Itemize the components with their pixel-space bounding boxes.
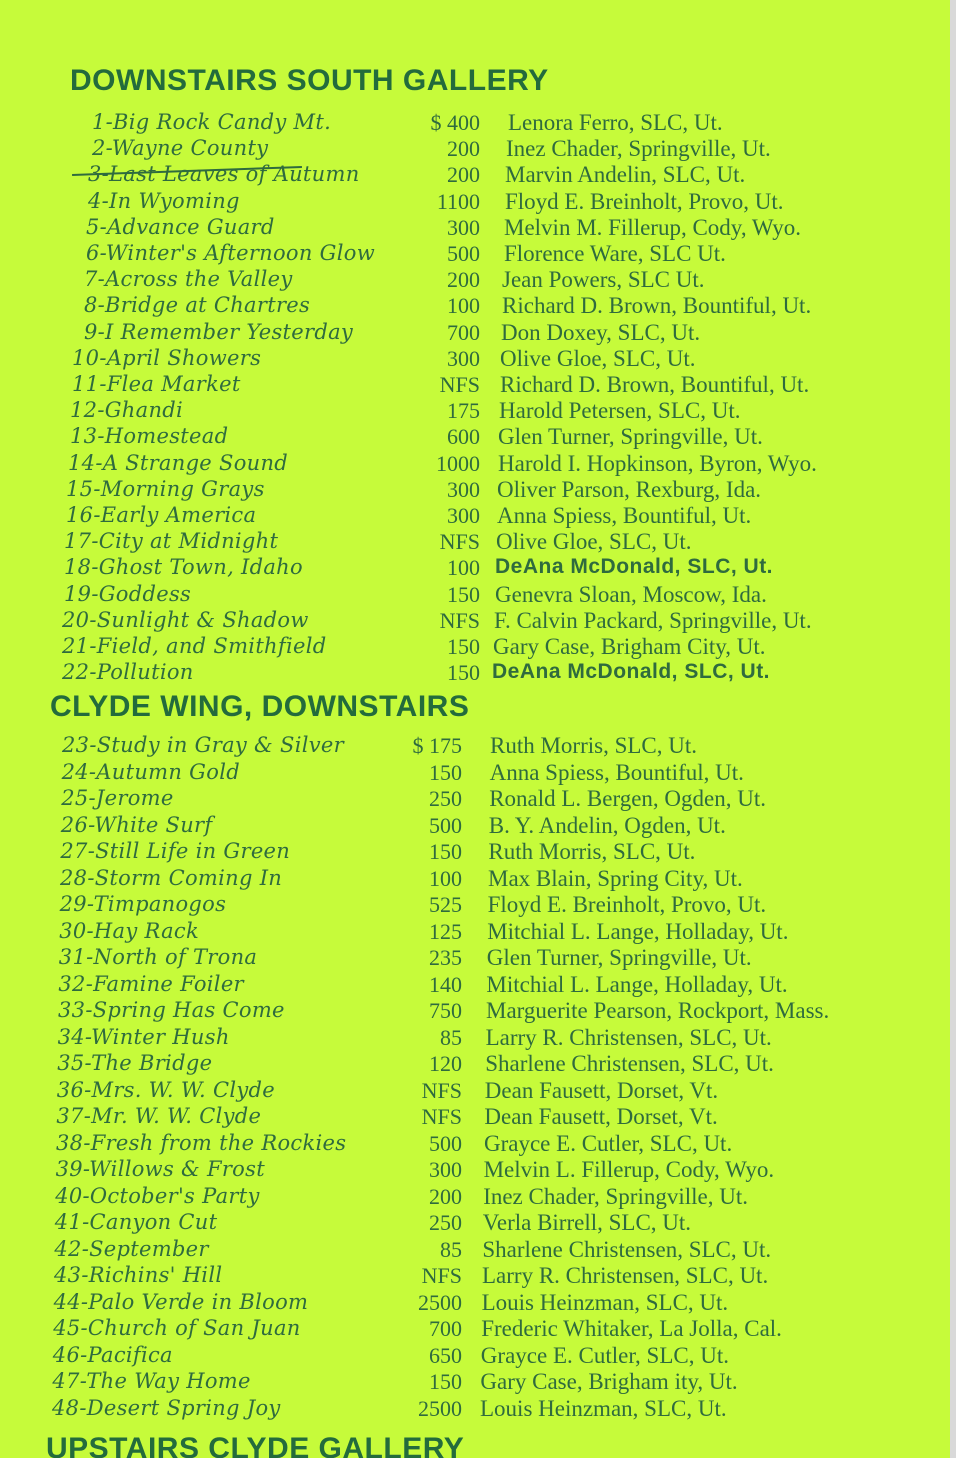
artwork-price: 700 xyxy=(447,319,480,345)
artwork-title: 6-Winter's Afternoon Glow xyxy=(86,241,375,265)
artwork-price: NFS xyxy=(421,1077,462,1103)
artwork-title: 11-Flea Market xyxy=(72,372,241,396)
catalog-entry xyxy=(0,1104,950,1130)
catalog-entry xyxy=(0,372,950,398)
catalog-entry xyxy=(0,346,950,372)
artist-name: Richard D. Brown, Bountiful, Ut. xyxy=(502,293,812,319)
artwork-price: NFS xyxy=(421,1104,462,1129)
artwork-title: 24-Autumn Gold xyxy=(61,759,240,784)
artwork-title: 39-Willows & Frost xyxy=(55,1157,265,1181)
artwork-price: 140 xyxy=(429,971,462,997)
artist-name: Larry R. Christensen, SLC, Ut. xyxy=(482,1263,769,1288)
artwork-price: 175 xyxy=(447,398,480,424)
catalog-entry xyxy=(0,215,950,241)
catalog-entry xyxy=(0,660,950,686)
catalog-entry xyxy=(0,1343,950,1369)
artwork-price: 300 xyxy=(447,503,480,528)
catalog-entry xyxy=(0,998,950,1024)
catalog-entry xyxy=(0,760,950,786)
artwork-price: $ 400 xyxy=(430,110,480,135)
catalog-entry xyxy=(0,1025,950,1051)
artwork-price: NFS xyxy=(421,1263,462,1288)
artwork-title: 9-I Remember Yesterday xyxy=(84,319,354,344)
catalog-entry xyxy=(0,1290,950,1316)
artist-name: DeAna McDonald, SLC, Ut. xyxy=(495,555,774,579)
artwork-price: 100 xyxy=(447,555,480,581)
artist-name: Louis Heinzman, SLC, Ut. xyxy=(481,1289,729,1315)
catalog-entry xyxy=(0,293,950,319)
catalog-entry xyxy=(0,529,950,555)
artwork-title: 13-Homestead xyxy=(70,424,229,449)
artist-name: Dean Fausett, Dorset, Vt. xyxy=(484,1104,718,1129)
artwork-price: 120 xyxy=(429,1051,462,1076)
artwork-title: 5-Advance Guard xyxy=(86,214,275,239)
section-heading: DOWNSTAIRS SOUTH GALLERY xyxy=(70,64,549,97)
catalog-entry xyxy=(0,267,950,293)
artwork-price: 150 xyxy=(447,634,480,659)
artwork-price: 150 xyxy=(429,839,462,864)
artwork-title: 10-April Showers xyxy=(72,345,262,370)
artwork-title: 21-Field, and Smithfield xyxy=(62,634,327,658)
artwork-price: 125 xyxy=(429,918,462,944)
artist-name: Dean Fausett, Dorset, Vt. xyxy=(484,1077,719,1103)
catalog-entry xyxy=(0,972,950,998)
artwork-title: 26-White Surf xyxy=(60,812,213,837)
artist-name: Marvin Andelin, SLC, Ut. xyxy=(505,162,746,188)
catalog-entry xyxy=(0,1210,950,1236)
artwork-title: 3-Last Leaves of Autumn xyxy=(88,162,360,187)
artwork-price: 200 xyxy=(447,136,480,162)
artwork-price: 500 xyxy=(429,812,462,838)
artist-name: Ruth Morris, SLC, Ut. xyxy=(490,733,698,758)
artwork-price: 700 xyxy=(429,1316,462,1341)
artist-name: Harold I. Hopkinson, Byron, Wyo. xyxy=(498,450,817,476)
catalog-entry xyxy=(0,136,950,162)
artwork-title: 44-Palo Verde in Bloom xyxy=(53,1289,309,1314)
artwork-price: 200 xyxy=(447,162,480,188)
catalog-entry xyxy=(0,189,950,215)
catalog-entry xyxy=(0,451,950,477)
catalog-entry xyxy=(0,110,950,136)
artist-name: Mitchial L. Lange, Holladay, Ut. xyxy=(486,971,788,997)
artwork-price: 150 xyxy=(447,581,480,607)
catalog-entry xyxy=(0,945,950,971)
artwork-title: 28-Storm Coming In xyxy=(60,865,283,890)
artwork-title: 42-September xyxy=(54,1236,209,1261)
artwork-title: 41-Canyon Cut xyxy=(54,1210,218,1234)
catalog-entry xyxy=(0,555,950,581)
artwork-title: 29-Timpanogos xyxy=(59,892,227,916)
catalog-entry xyxy=(0,839,950,865)
artwork-title: 27-Still Life in Green xyxy=(60,839,291,863)
artist-name: Florence Ware, SLC Ut. xyxy=(504,241,726,266)
catalog-entry xyxy=(0,1263,950,1289)
artwork-price: NFS xyxy=(439,529,480,555)
artist-name: Inez Chader, Springville, Ut. xyxy=(483,1183,748,1209)
artist-name: Verla Birrell, SLC, Ut. xyxy=(482,1210,692,1235)
catalog-entry xyxy=(0,813,950,839)
artist-name: Anna Spiess, Bountiful, Ut. xyxy=(489,759,744,785)
artwork-price: 85 xyxy=(440,1236,462,1262)
artist-name: Sharlene Christensen, SLC, Ut. xyxy=(482,1236,772,1262)
artist-name: Anna Spiess, Bountiful, Ut. xyxy=(497,503,752,528)
artwork-price: 235 xyxy=(429,945,462,970)
catalog-entry xyxy=(0,424,950,450)
artwork-title: 22-Pollution xyxy=(62,660,194,685)
artwork-title: 43-Richins' Hill xyxy=(54,1263,223,1287)
artwork-price: 100 xyxy=(429,865,462,891)
artist-name: B. Y. Andelin, Ogden, Ut. xyxy=(488,812,726,838)
artist-name: Gary Case, Brigham ity, Ut. xyxy=(480,1369,738,1394)
artist-name: Olive Gloe, SLC, Ut. xyxy=(496,529,692,555)
catalog-entry xyxy=(0,1078,950,1104)
artist-name: Sharlene Christensen, SLC, Ut. xyxy=(485,1051,774,1076)
artist-name: Floyd E. Breinholt, Provo, Ut. xyxy=(505,188,784,214)
artwork-title: 30-Hay Rack xyxy=(59,918,199,943)
artist-name: Max Blain, Spring City, Ut. xyxy=(488,865,743,891)
artist-name: Grayce E. Cutler, SLC, Ut. xyxy=(480,1342,729,1368)
artwork-title: 14-A Strange Sound xyxy=(68,450,289,475)
catalog-entry xyxy=(0,1157,950,1183)
page-edge xyxy=(950,0,956,1458)
artist-name: Don Doxey, SLC, Ut. xyxy=(501,319,701,345)
artwork-title: 15-Morning Grays xyxy=(66,476,265,501)
artwork-price: 300 xyxy=(429,1157,462,1182)
catalog-entry xyxy=(0,786,950,812)
artist-name: Louis Heinzman, SLC, Ut. xyxy=(480,1395,727,1421)
artist-name: Ronald L. Bergen, Ogden, Ut. xyxy=(489,786,766,811)
artwork-price: 1100 xyxy=(436,188,480,214)
catalog-entry xyxy=(0,733,950,759)
catalog-entry xyxy=(0,608,950,634)
artwork-price: $ 175 xyxy=(412,733,462,758)
artist-name: Genevra Sloan, Moscow, Ida. xyxy=(495,581,767,607)
artist-name: Gary Case, Brigham City, Ut. xyxy=(493,634,766,659)
artwork-title: 4-In Wyoming xyxy=(88,188,240,213)
artwork-title: 8-Bridge at Chartres xyxy=(84,293,311,318)
catalog-entry xyxy=(0,1184,950,1210)
artwork-price: NFS xyxy=(439,607,480,633)
artwork-price: 2500 xyxy=(418,1395,462,1421)
catalog-entry xyxy=(0,503,950,529)
artist-name: Glen Turner, Springville, Ut. xyxy=(498,424,763,450)
artwork-price: NFS xyxy=(439,372,480,397)
artwork-title: 18-Ghost Town, Idaho xyxy=(64,555,303,580)
artwork-title: 40-October's Party xyxy=(55,1183,260,1208)
catalog-entry xyxy=(0,241,950,267)
section-heading: CLYDE WING, DOWNSTAIRS xyxy=(50,690,470,723)
artist-name: Frederic Whitaker, La Jolla, Cal. xyxy=(481,1316,782,1341)
catalog-entry xyxy=(0,1316,950,1342)
catalog-entry xyxy=(0,919,950,945)
artwork-title: 1-Big Rock Candy Mt. xyxy=(92,110,332,134)
artwork-price: 200 xyxy=(447,267,480,293)
artwork-price: 200 xyxy=(429,1183,462,1209)
artwork-title: 37-Mr. W. W. Clyde xyxy=(56,1104,262,1128)
artist-name: Richard D. Brown, Bountiful, Ut. xyxy=(500,372,810,397)
artwork-title: 16-Early America xyxy=(66,503,257,527)
artist-name: Melvin M. Fillerup, Cody, Wyo. xyxy=(504,214,801,240)
artwork-price: 150 xyxy=(429,1369,462,1394)
artwork-title: 35-The Bridge xyxy=(57,1051,213,1075)
artwork-price: 150 xyxy=(429,759,462,785)
artwork-price: 85 xyxy=(440,1024,462,1050)
artwork-price: 2500 xyxy=(418,1289,462,1315)
artwork-title: 48-Desert Spring Joy xyxy=(52,1395,281,1420)
artwork-title: 19-Goddess xyxy=(64,581,192,606)
artwork-title: 36-Mrs. W. W. Clyde xyxy=(56,1077,276,1102)
artwork-price: 525 xyxy=(429,892,462,917)
catalog-entry xyxy=(0,162,950,188)
catalog-entry xyxy=(0,1396,950,1422)
artwork-price: 1000 xyxy=(436,450,480,476)
catalog-entry xyxy=(0,582,950,608)
artist-name: Oliver Parson, Rexburg, Ida. xyxy=(497,476,762,502)
artwork-title: 12-Ghandi xyxy=(70,398,184,423)
artwork-price: 250 xyxy=(429,786,462,811)
section-heading: UPSTAIRS CLYDE GALLERY xyxy=(46,1432,465,1458)
artwork-title: 46-Pacifica xyxy=(52,1342,173,1367)
artist-name: Marguerite Pearson, Rockport, Mass. xyxy=(486,998,830,1023)
artwork-price: 300 xyxy=(447,476,480,502)
catalog-entry xyxy=(0,1051,950,1077)
artwork-title: 31-North of Trona xyxy=(58,945,258,969)
artwork-title: 20-Sunlight & Shadow xyxy=(62,607,309,632)
artwork-price: 500 xyxy=(447,241,480,266)
artist-name: F. Calvin Packard, Springville, Ut. xyxy=(494,607,812,633)
artwork-title: 2-Wayne County xyxy=(92,136,269,161)
artwork-title: 17-City at Midnight xyxy=(64,529,279,554)
artwork-price: 250 xyxy=(429,1210,462,1235)
artwork-price: 100 xyxy=(447,293,480,319)
catalog-entry xyxy=(0,1369,950,1395)
artist-name: Ruth Morris, SLC, Ut. xyxy=(488,839,696,864)
artwork-title: 47-The Way Home xyxy=(52,1369,251,1393)
catalog-entry xyxy=(0,634,950,660)
artwork-price: 300 xyxy=(447,345,480,371)
artwork-title: 38-Fresh from the Rockies xyxy=(56,1130,347,1155)
artwork-price: 750 xyxy=(429,998,462,1023)
artist-name: Larry R. Christensen, SLC, Ut. xyxy=(485,1024,772,1050)
artwork-title: 34-Winter Hush xyxy=(57,1024,230,1049)
artist-name: Grayce E. Cutler, SLC, Ut. xyxy=(484,1130,733,1156)
artist-name: Jean Powers, SLC Ut. xyxy=(502,267,705,293)
artwork-title: 25-Jerome xyxy=(61,786,174,810)
catalog-entry xyxy=(0,398,950,424)
artist-name: Harold Petersen, SLC, Ut. xyxy=(499,398,741,424)
artwork-price: 300 xyxy=(447,214,480,240)
artwork-price: 600 xyxy=(447,424,480,450)
artwork-title: 7-Across the Valley xyxy=(84,267,293,292)
artwork-title: 45-Church of San Juan xyxy=(53,1316,301,1340)
artist-name: DeAna McDonald, SLC, Ut. xyxy=(492,660,771,684)
artist-name: Olive Gloe, SLC, Ut. xyxy=(500,345,696,371)
artwork-title: 23-Study in Gray & Silver xyxy=(62,733,344,757)
artwork-price: 650 xyxy=(429,1342,462,1368)
artist-name: Mitchial L. Lange, Holladay, Ut. xyxy=(487,918,789,944)
artwork-price: 500 xyxy=(429,1130,462,1156)
artist-name: Floyd E. Breinholt, Provo, Ut. xyxy=(487,892,767,917)
artist-name: Inez Chader, Springville, Ut. xyxy=(506,136,771,162)
artwork-title: 32-Famine Foiler xyxy=(58,971,244,996)
artist-name: Lenora Ferro, SLC, Ut. xyxy=(508,110,723,135)
catalog-entry xyxy=(0,866,950,892)
catalog-entry xyxy=(0,1131,950,1157)
artist-name: Glen Turner, Springville, Ut. xyxy=(486,945,752,970)
catalog-entry xyxy=(0,477,950,503)
artwork-price: 150 xyxy=(447,660,480,686)
catalog-entry xyxy=(0,320,950,346)
catalog-entry xyxy=(0,1237,950,1263)
artwork-title: 33-Spring Has Come xyxy=(58,998,285,1022)
artist-name: Melvin L. Fillerup, Cody, Wyo. xyxy=(483,1157,775,1182)
catalog-entry xyxy=(0,892,950,918)
